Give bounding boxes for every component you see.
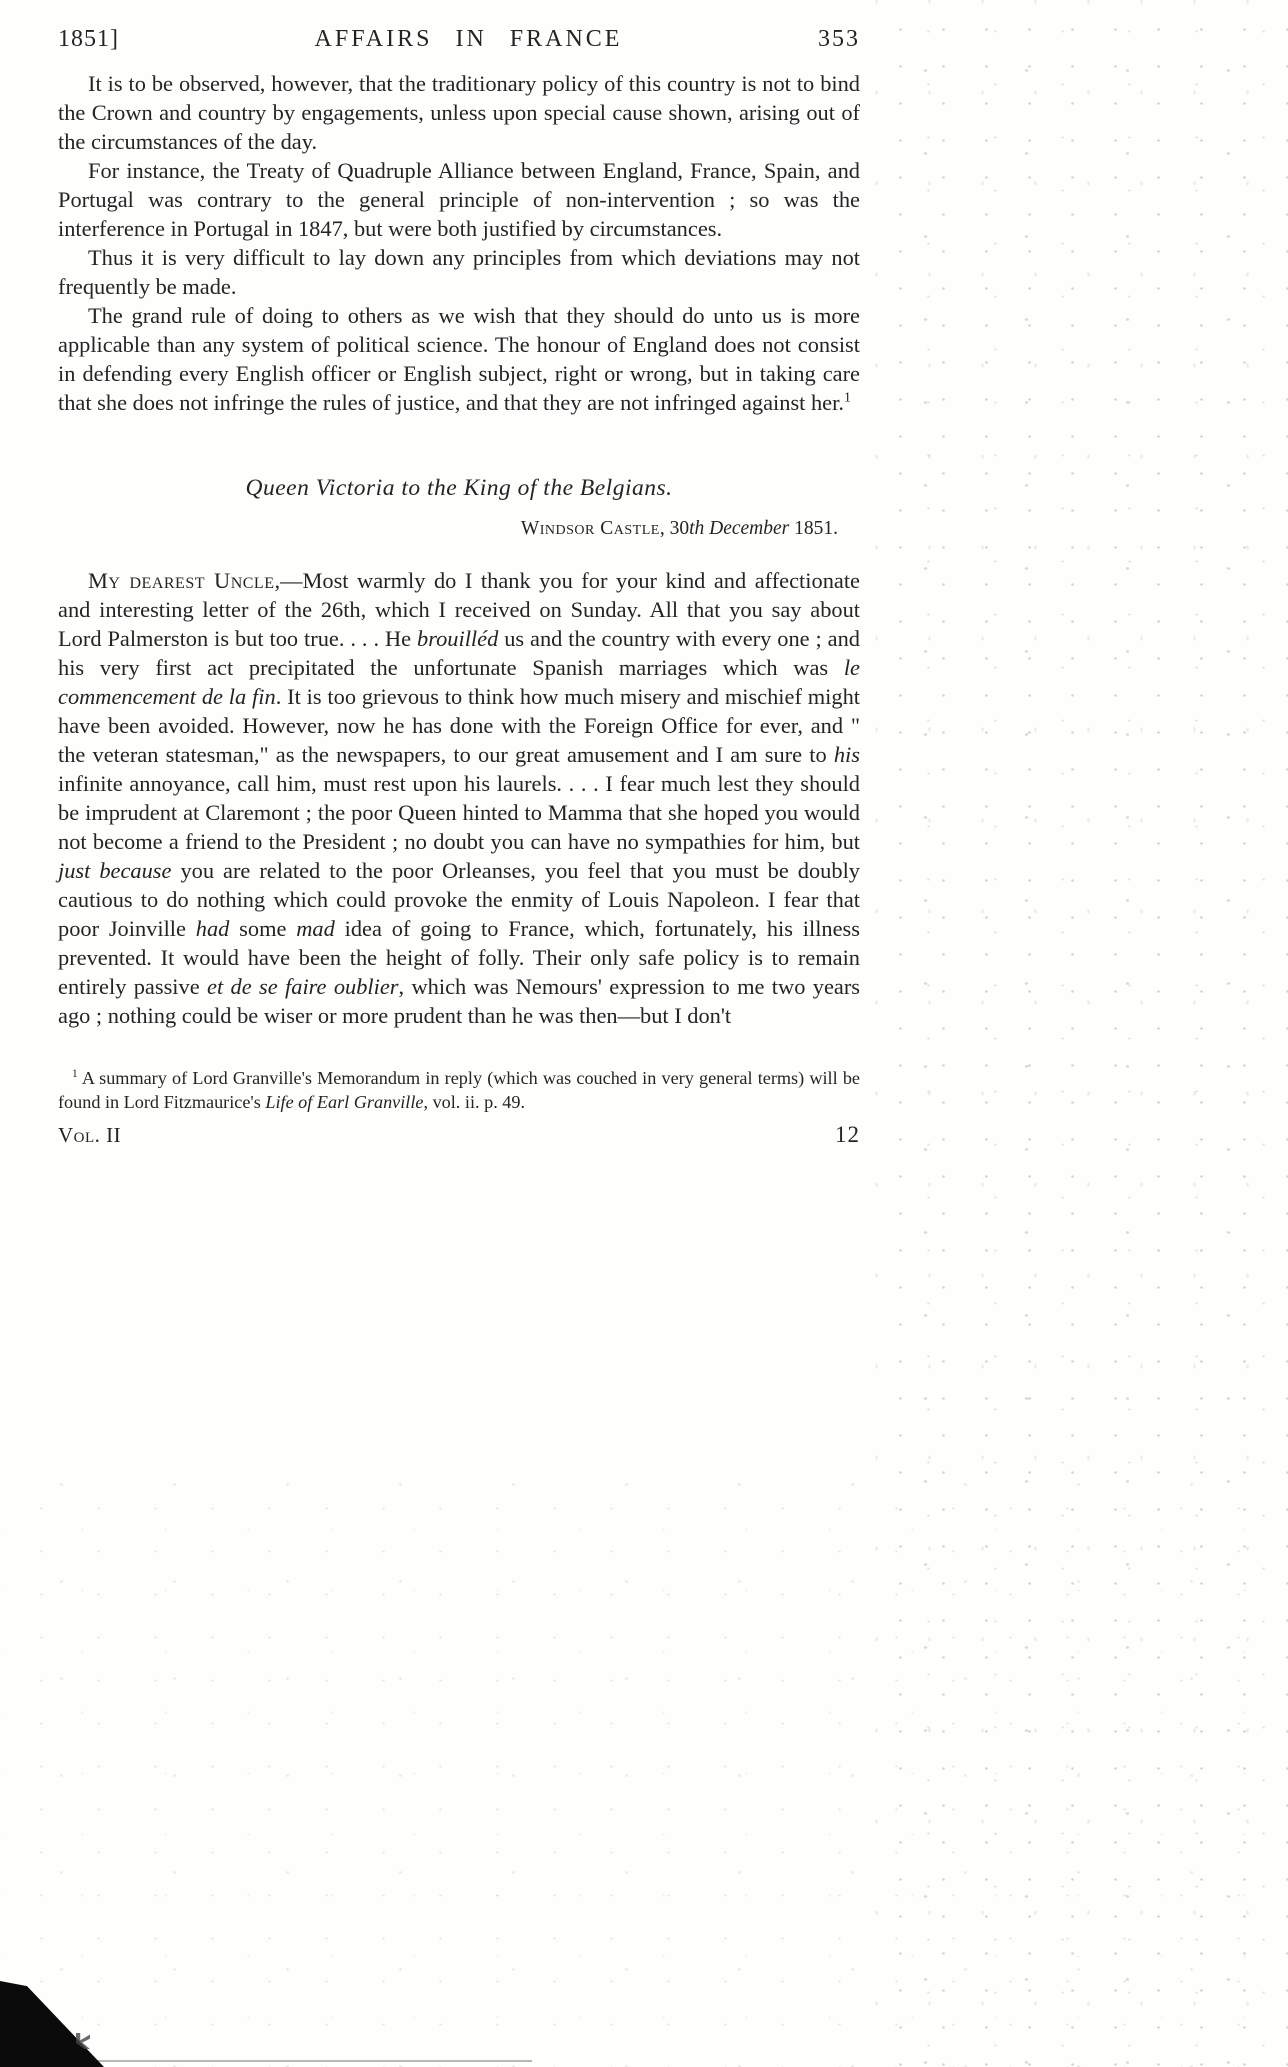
paragraph: The grand rule of doing to others as we wish that they should do unto us is more applicable than any system of political science. The honour of England does not consist in defending every English officer or English subject, right or wrong, but in taking care that she does not infringe the rules of justice, and that they are not infringed against her.$^1$ (58, 303, 860, 415)
scan-noise-bottom (0, 1480, 1288, 2067)
page-footer (58, 1122, 860, 1148)
footer-signature-number: 12 (835, 1122, 860, 1147)
header-page-number: 353 (818, 26, 860, 52)
letter-heading: Queen Victoria to the King of the Belgians. (245, 475, 673, 501)
text-column (58, 26, 860, 1148)
letter-body: My dearest Uncle,—Most warmly do I thank you for your kind and affectionate and interesting letter of the 26th, which I received on Sunday. All that you say about Lord Palmerston is but too true. . . . He brouilléd us and the country with every one ; and his very first act precipitated the unfortunate Spanish marriages which was le commencement de la fin. It is too grievous to think how much misery and mischief might have been avoided. However, now he has done with the Foreign Office for ever, and " the veteran statesman," as the newspapers, to our great amusement and I am sure to his infinite annoyance, call him, must rest upon his laurels. . . . I fear much lest they should be imprudent at Claremont ; the poor Queen hinted to Mamma that she hoped you would not become a friend to the President ; no doubt you can have no sympathies for him, but just because you are related to the poor Orleanses, you feel that you must be doubly cautious to do nothing which could provoke the enmity of Louis Napoleon. I fear that poor Joinville had some mad idea of going to France, which, fortunately, his illness prevented. It would have been the height of folly. Their only safe policy is to remain entirely passive et de se faire oublier, which was Nemours' expression to me two years ago ; nothing could be wiser or more prudent than he was then—but I don't (58, 568, 860, 1028)
footnote: $^1$ A summary of Lord Granville's Memorandum in reply (which was couched in very general terms) will be found in Lord Fitzmaurice's Life of Earl Granville, vol. ii. p. 49. (58, 1067, 860, 1112)
letter-dateline: Windsor Castle, 30th December 1851. (520, 518, 838, 539)
running-head (58, 26, 860, 53)
header-title: AFFAIRS IN FRANCE (314, 26, 623, 52)
footer-volume: Vol. II (58, 1123, 122, 1147)
header-year: 1851] (58, 26, 119, 52)
paragraph: It is to be observed, however, that the traditionary policy of this country is not to bind the Crown and country by engagements, unless upon special cause shown, arising out of the circumstances of the day. (58, 71, 860, 154)
scan-artifact-corner (0, 1981, 104, 2067)
paragraph: Thus it is very difficult to lay down any principles from which deviations may not frequently be made. (58, 245, 860, 299)
paragraph: For instance, the Treaty of Quadruple Alliance between England, France, Spain, and Portugal was contrary to the general principle of non-intervention ; so was the interference in Portugal in 1847, but were both justified by circumstances. (58, 158, 860, 241)
scan-artifact-line (92, 2060, 532, 2062)
scan-noise-right-margin (872, 0, 1288, 2067)
